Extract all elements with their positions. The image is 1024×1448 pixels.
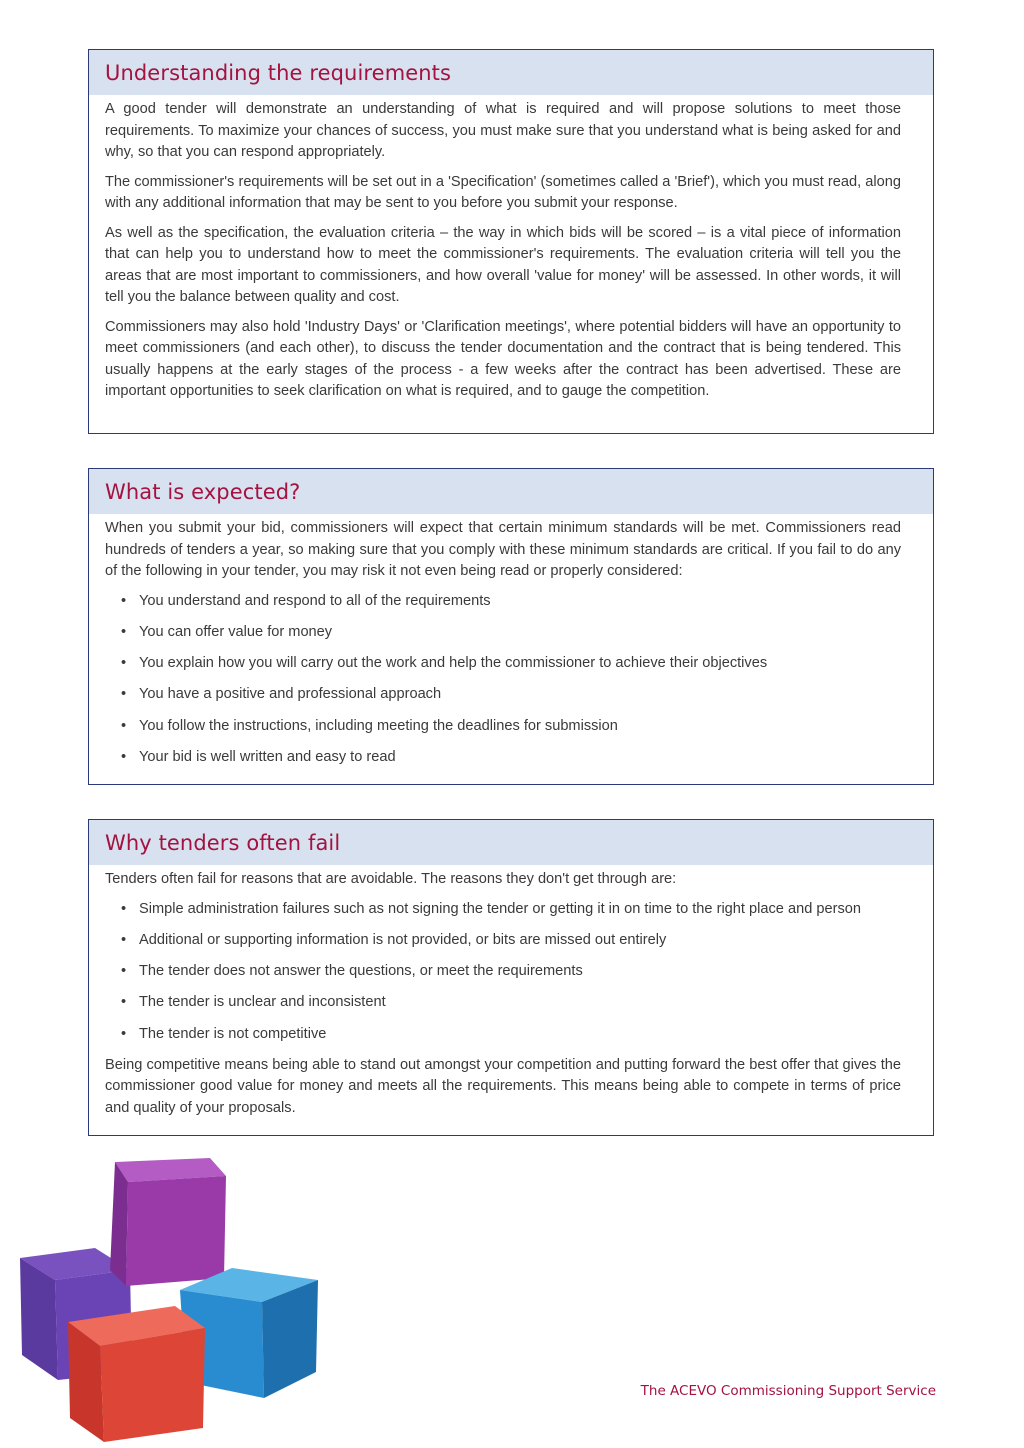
section-body	[89, 95, 933, 419]
why-tenders-fail-section	[88, 819, 934, 1136]
section-body	[89, 865, 933, 1135]
bullet-icon: •	[121, 994, 127, 1011]
list-item-text: You can offer value for money	[139, 623, 333, 640]
list-item	[119, 622, 901, 644]
toy-blocks-image	[0, 1150, 340, 1448]
list-item	[119, 1024, 901, 1046]
footer-credit: The ACEVO Commissioning Support Service	[640, 1383, 936, 1399]
bullet-icon: •	[121, 717, 127, 734]
list-item	[119, 716, 901, 738]
section-header	[89, 820, 933, 865]
list-item	[119, 961, 901, 983]
bullet-icon: •	[121, 748, 127, 765]
bullet-icon: •	[121, 1025, 127, 1042]
bullet-icon: •	[121, 931, 127, 948]
list-item-text: The tender is not competitive	[139, 1025, 327, 1042]
section-header	[89, 469, 933, 514]
what-is-expected-section	[88, 468, 934, 785]
paragraph: The commissioner's requirements will be set out in a 'Specification' (sometimes called a 'Brief'), which you must read, along with any additional information that may be sent to you before you submit your response.	[105, 173, 901, 211]
list-item	[119, 653, 901, 675]
list-item-text: You explain how you will carry out the work and help the commissioner to achieve their objectives	[139, 655, 768, 672]
list-item-text: Your bid is well written and easy to read	[139, 748, 396, 765]
list-item	[119, 684, 901, 706]
red-block	[68, 1306, 205, 1442]
expectations-list	[105, 591, 901, 769]
list-item-text: Additional or supporting information is not provided, or bits are missed out entirely	[139, 931, 667, 948]
intro-paragraph: Tenders often fail for reasons that are avoidable. The reasons they don't get through are:	[105, 871, 677, 887]
list-item-text: You follow the instructions, including meeting the deadlines for submission	[139, 717, 618, 734]
section-body	[89, 514, 933, 786]
list-item-text: The tender is unclear and inconsistent	[139, 994, 386, 1011]
list-item	[119, 747, 901, 769]
section-title: Understanding the requirements	[105, 60, 452, 85]
section-title: Why tenders often fail	[105, 830, 341, 855]
paragraph: A good tender will demonstrate an understanding of what is required and will propose solutions to meet those requirements. To maximize your chances of success, you must make sure that you understand what is being asked for and why, so that you can respond appropriately.	[105, 101, 901, 160]
bullet-icon: •	[121, 963, 127, 980]
list-item-text: You have a positive and professional approach	[139, 686, 442, 703]
purple-block	[110, 1158, 226, 1286]
list-item-text: You understand and respond to all of the requirements	[139, 592, 491, 609]
bullet-icon: •	[121, 592, 127, 609]
paragraph: Commissioners may also hold 'Industry Days' or 'Clarification meetings', where potential bidders will have an opportunity to meet commissioners (and each other), to discuss the tender documentation and the contract that is being tendered. This usually happens at the early stages of the process - a few weeks after the contract has been advertised. These are important opportunities to seek clarification on what is required, and to gauge the competition.	[105, 318, 901, 399]
understanding-requirements-section	[88, 49, 934, 434]
section-title: What is expected?	[105, 479, 301, 504]
failure-reasons-list	[105, 899, 901, 1046]
paragraph: As well as the specification, the evaluation criteria – the way in which bids will be scored – is a vital piece of information that can help you to understand how to meet the commissioner's requirements. The evaluation criteria will tell you the areas that are most important to commissioners, and how overall 'value for money' will be assessed. In other words, it will tell you the balance between quality and cost.	[105, 224, 901, 305]
bullet-icon: •	[121, 900, 127, 917]
bullet-icon: •	[121, 655, 127, 672]
bullet-icon: •	[121, 686, 127, 703]
intro-paragraph: When you submit your bid, commissioners will expect that certain minimum standards will be met. Commissioners read hundreds of tenders a year, so making sure that you comply with these minimum standards are critical. If you fail to do any of the following in your tender, you may risk it not even being read or properly considered:	[105, 520, 901, 579]
list-item-text: Simple administration failures such as not signing the tender or getting it in on time to the right place and person	[139, 900, 861, 917]
list-item	[119, 591, 901, 613]
list-item	[119, 899, 901, 921]
closing-paragraph: Being competitive means being able to stand out amongst your competition and putting forward the best offer that gives the commissioner good value for money and meets all the requirements. This means being able to compete in terms of price and quality of your proposals.	[105, 1056, 901, 1116]
list-item	[119, 930, 901, 952]
section-header	[89, 50, 933, 95]
bullet-icon: •	[121, 623, 127, 640]
list-item-text: The tender does not answer the questions, or meet the requirements	[139, 963, 583, 980]
list-item	[119, 992, 901, 1014]
